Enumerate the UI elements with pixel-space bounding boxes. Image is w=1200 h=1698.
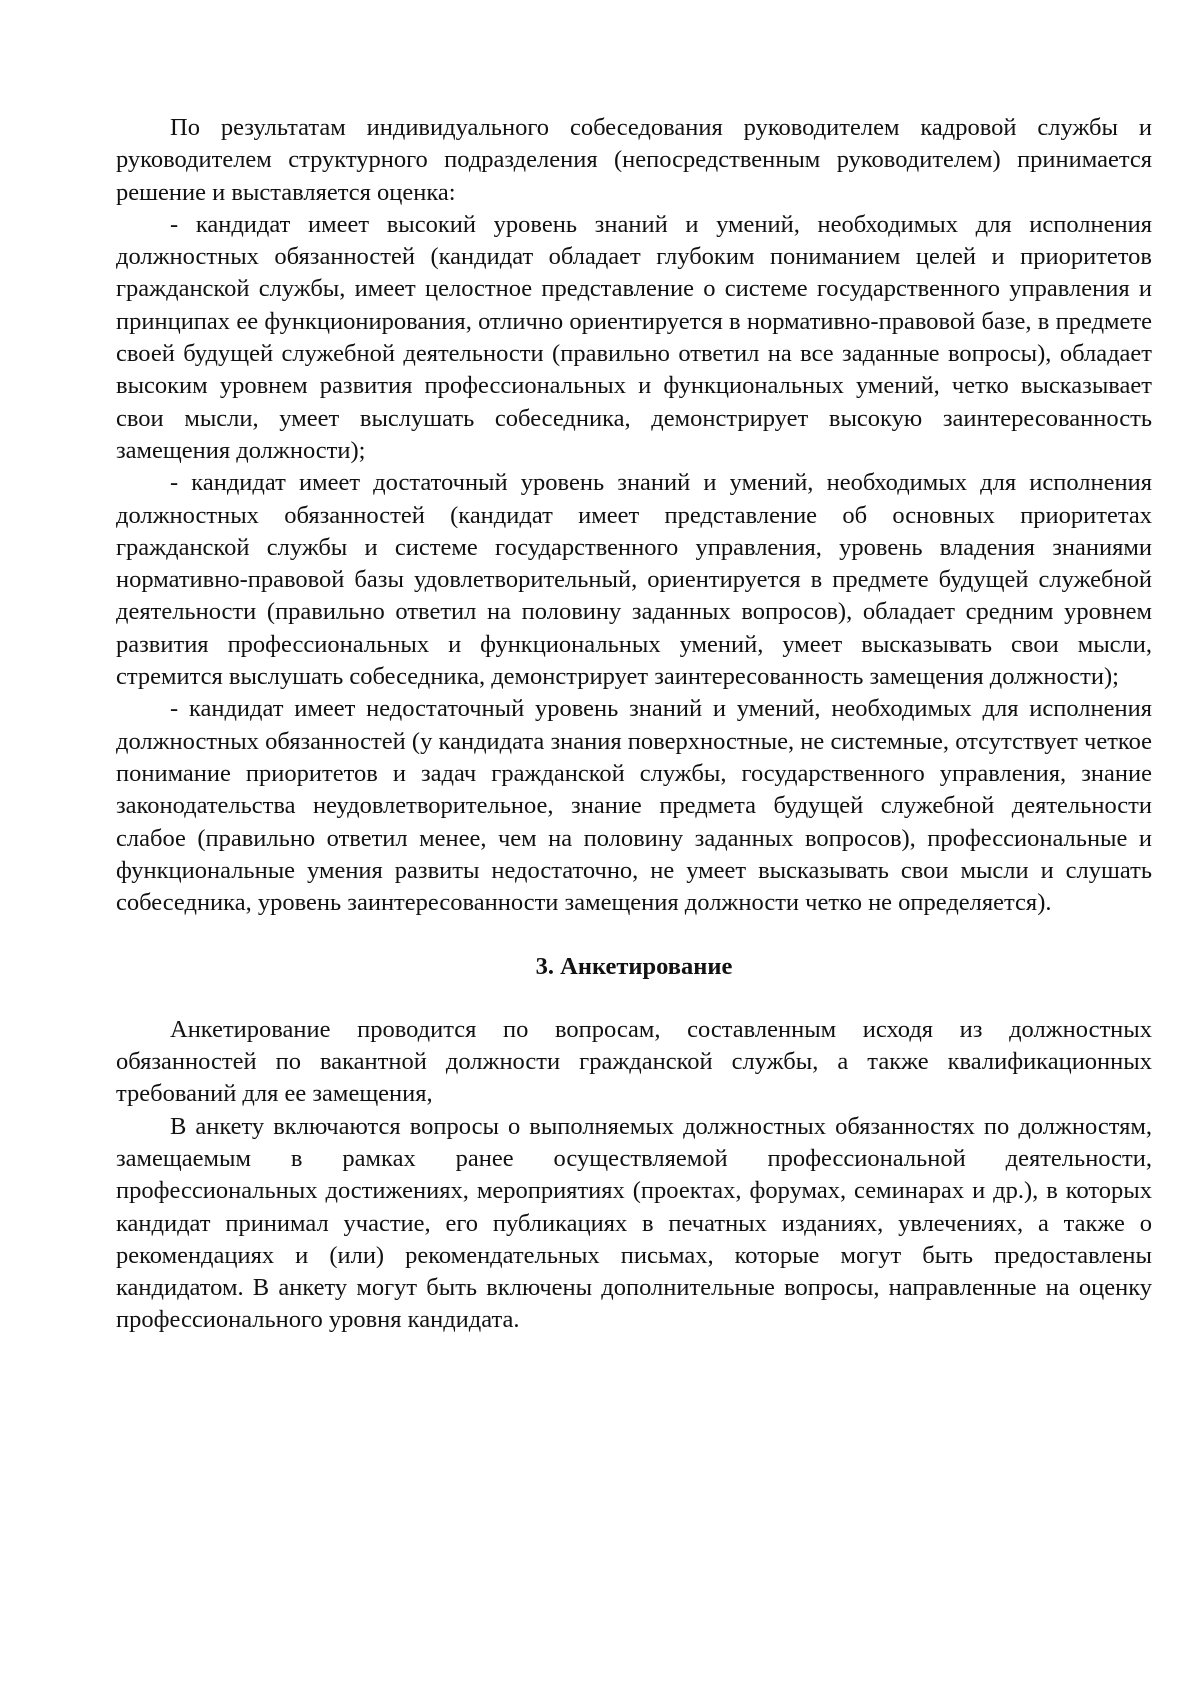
section-heading-questionnaire: 3. Анкетирование xyxy=(535,953,733,981)
paragraph-sufficient-level: - кандидат имеет достаточный уровень знаний и умений, необходимых для исполнения должностных обязанностей (кандидат имеет представление об основных приоритетах гражданской службы и системе государственного управления, уровень владения знаниями нормативно-правовой базы удовлетворительный, ориентируется в предмете будущей служебной деятельности (правильно ответил на половину заданных вопросов), обладает средним уровнем развития профессиональных и функциональных умений, умеет высказывать свои мысли, стремится выслушать собеседника, демонстрирует заинтересованность замещения должности); xyxy=(116,469,1152,691)
paragraph-questionnaire-content: В анкету включаются вопросы о выполняемых должностных обязанностях по должностям, замещаемым в рамках ранее осуществляемой профессиональной деятельности, профессиональных достижениях, мероприятиях (проектах, форумах, семинарах и др.), в которых кандидат принимал участие, его публикациях в печатных изданиях, увлечениях, а также о рекомендациях и (или) рекомендательных письмах, которые могут быть предоставлены кандидатом. В анкету могут быть включены дополнительные вопросы, направленные на оценку профессионального уровня кандидата. xyxy=(116,1112,1152,1334)
paragraph-interview-result: По результатам индивидуального собеседования руководителем кадровой службы и руководителем структурного подразделения (непосредственным руководителем) принимается решение и выставляется оценка: xyxy=(116,114,1152,206)
paragraph-questionnaire-basis: Анкетирование проводится по вопросам, составленным исходя из должностных обязанностей по вакантной должности гражданской службы, а также квалификационных требований для ее замещения, xyxy=(116,1015,1152,1108)
paragraph-insufficient-level: - кандидат имеет недостаточный уровень знаний и умений, необходимых для исполнения должностных обязанностей (у кандидата знания поверхностные, не системные, отсутствует четкое понимание приоритетов и задач гражданской службы, государственного управления, знание законодательства неудовлетворительное, знание предмета будущей служебной деятельности слабое (правильно ответил менее, чем на половину заданных вопросов), профессиональные и функциональные умения развиты недостаточно, не умеет высказывать свои мысли и слушать собеседника, уровень заинтересованности замещения должности четко не определяется). xyxy=(116,695,1152,917)
document-page xyxy=(116,112,1152,1337)
paragraph-high-level: - кандидат имеет высокий уровень знаний и умений, необходимых для исполнения должностных обязанностей (кандидат обладает глубоким пониманием целей и приоритетов гражданской службы, имеет целостное представление о системе государственного управления и принципах ее функционирования, отлично ориентируется в нормативно-правовой базе, в предмете своей будущей служебной деятельности (правильно ответил на все заданные вопросы), обладает высоким уровнем развития профессиональных и функциональных умений, четко высказывает свои мысли, умеет выслушать собеседника, демонстрирует высокую заинтересованность замещения должности); xyxy=(116,210,1152,464)
